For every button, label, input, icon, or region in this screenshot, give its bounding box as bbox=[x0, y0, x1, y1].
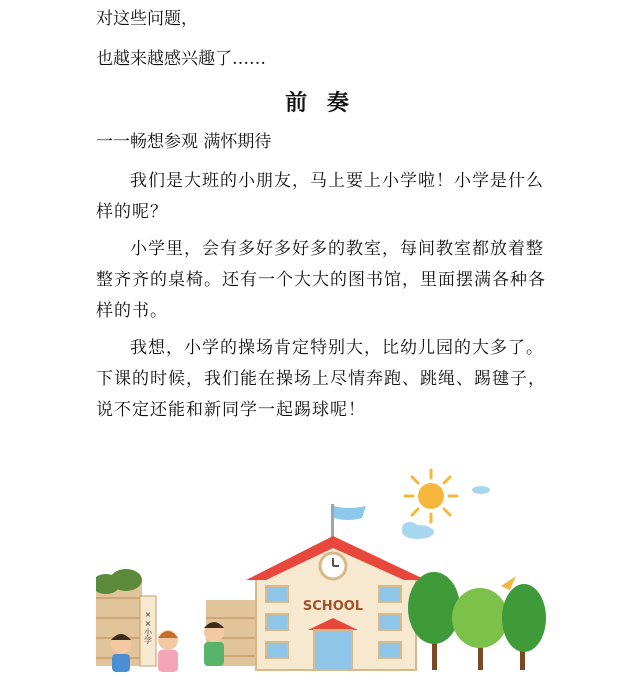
school-sign: SCHOOL bbox=[302, 599, 364, 614]
intro-line-1: 对这些问题， bbox=[96, 9, 198, 29]
gate-sign: ××小学 bbox=[143, 610, 153, 644]
paragraph-1: 我们是大班的小朋友，马上要上小学啦！小学是什么样的呢？ bbox=[96, 171, 544, 222]
trees bbox=[408, 572, 546, 670]
body-text bbox=[96, 166, 548, 426]
bird-icon bbox=[501, 576, 516, 590]
section-title: 前 奏 bbox=[285, 90, 355, 116]
paragraph-2: 小学里，会有多好多好多的教室，每间教室都放着整整齐齐的桌椅。还有一个大大的图书馆，里面摆满各种各样的书。 bbox=[96, 239, 546, 321]
school-illustration bbox=[96, 468, 546, 678]
intro-line-2: 也越来越感兴趣了…… bbox=[96, 49, 266, 69]
section-subtitle: 一一畅想参观 满怀期待 bbox=[96, 132, 272, 152]
school-building bbox=[246, 536, 426, 670]
paragraph-3: 我想，小学的操场肯定特别大，比幼儿园的大多了。下课的时候，我们能在操场上尽情奔跑、跳绳、踢毽子，说不定还能和新同学一起踢球呢！ bbox=[96, 338, 546, 420]
sun-icon bbox=[405, 470, 457, 522]
